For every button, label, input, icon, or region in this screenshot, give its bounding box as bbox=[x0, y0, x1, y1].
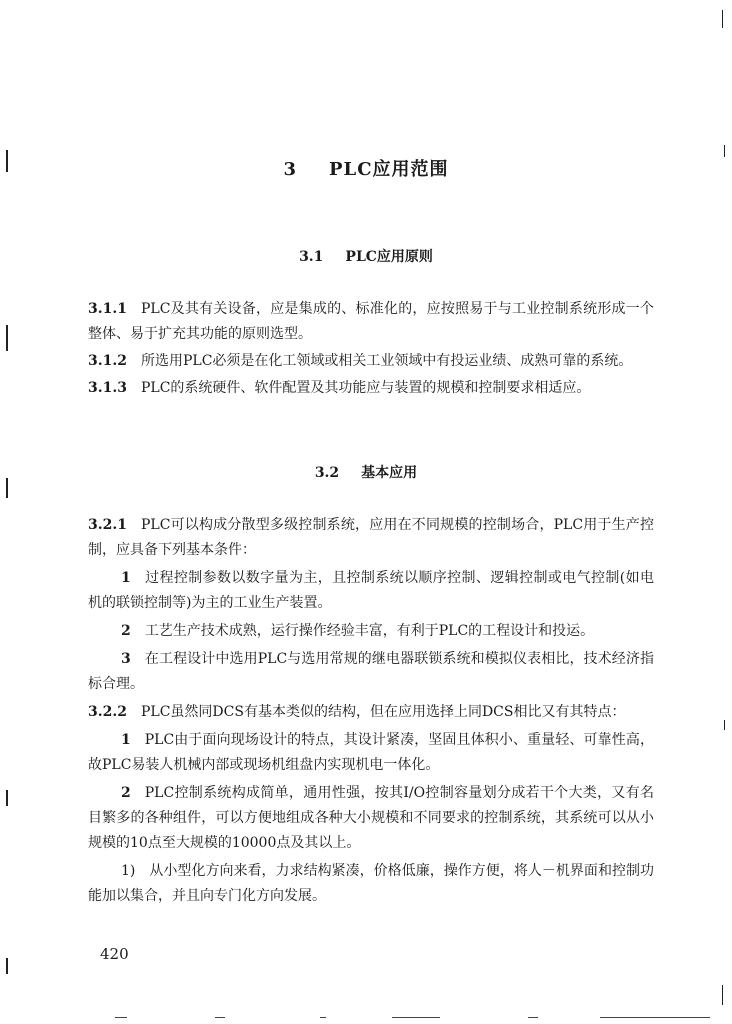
list-item bbox=[88, 619, 654, 644]
sub-item-number: 1) bbox=[121, 863, 136, 879]
clause-number: 3.1.3 bbox=[88, 380, 127, 396]
margin-mark bbox=[724, 720, 725, 730]
section-title-text: 基本应用 bbox=[361, 465, 418, 481]
item-number: 3 bbox=[121, 651, 131, 667]
clause-text: PLC虽然同DCS有基本类似的结构，但在应用选择上同DCS相比又有其特点： bbox=[140, 704, 626, 720]
sub-item-text: 从小型化方向来看，力求结构紧凑，价格低廉，操作方便，将人－机界面和控制功能加以集合，并且向专门化方向发展。 bbox=[88, 863, 654, 904]
bottom-mark bbox=[215, 1017, 225, 1018]
list-item bbox=[88, 781, 654, 856]
clause-text: 所选用PLC必须是在化工领域或相关工业领域中有投运业绩、成熟可靠的系统。 bbox=[140, 353, 633, 369]
chapter-number: 3 bbox=[283, 159, 297, 180]
clause-number: 3.2.1 bbox=[88, 517, 127, 533]
item-text: 过程控制参数以数字量为主，且控制系统以顺序控制、逻辑控制或电气控制(如电机的联锁控制等)为主的工业生产装置。 bbox=[88, 570, 654, 611]
clause-text: PLC的系统硬件、软件配置及其功能应与装置的规模和控制要求相适应。 bbox=[140, 380, 591, 396]
section-3-2-body bbox=[88, 513, 654, 909]
list-item bbox=[88, 647, 654, 697]
section-number: 3.1 bbox=[299, 249, 324, 265]
item-number: 1 bbox=[121, 732, 131, 748]
section-title-text: PLC应用原则 bbox=[345, 249, 433, 265]
clause-text: PLC及其有关设备，应是集成的、标准化的，应按照易于与工业控制系统形成一个整体、易于扩充其功能的原则选型。 bbox=[88, 301, 654, 342]
item-number: 2 bbox=[121, 623, 131, 639]
margin-mark bbox=[722, 985, 723, 1005]
margin-mark bbox=[6, 325, 8, 351]
bottom-mark bbox=[392, 1017, 440, 1018]
item-text: 工艺生产技术成熟，运行操作经验丰富，有利于PLC的工程设计和投运。 bbox=[144, 623, 595, 639]
list-item bbox=[88, 566, 654, 616]
clause-text: PLC可以构成分散型多级控制系统，应用在不同规模的控制场合，PLC用于生产控制，应具备下列基本条件： bbox=[88, 517, 654, 558]
margin-mark bbox=[6, 958, 8, 974]
chapter-title bbox=[0, 155, 732, 181]
bottom-mark bbox=[320, 1017, 326, 1018]
list-item bbox=[88, 728, 654, 778]
margin-mark bbox=[6, 790, 8, 806]
page-number: 420 bbox=[100, 945, 129, 963]
margin-mark bbox=[722, 10, 723, 28]
bottom-mark bbox=[115, 1017, 127, 1018]
sub-list-item bbox=[88, 859, 654, 909]
section-number: 3.2 bbox=[314, 465, 340, 481]
section-title-3-1 bbox=[0, 246, 732, 266]
clause-3-1-3 bbox=[88, 376, 654, 401]
clause-number: 3.1.1 bbox=[88, 301, 127, 317]
section-title-3-2 bbox=[0, 462, 732, 482]
clause-3-1-2 bbox=[88, 349, 654, 374]
clause-3-2-2 bbox=[88, 700, 654, 725]
item-text: PLC控制系统构成简单，通用性强，按其I/O控制容量划分成若干个大类，又有名目繁多的各种组件，可以方便地组成各种大小规模和不同要求的控制系统，其系统可以从小规模的10点至大规模的10000点及其以上。 bbox=[88, 785, 654, 851]
item-text: 在工程设计中选用PLC与选用常规的继电器联锁系统和模拟仪表相比，技术经济指标合理。 bbox=[88, 651, 654, 692]
item-number: 2 bbox=[121, 785, 131, 801]
item-text: PLC由于面向现场设计的特点，其设计紧凑，坚固且体积小、重量轻、可靠性高，故PLC易装人机械内部或现场机组盘内实现机电一体化。 bbox=[88, 732, 654, 773]
chapter-title-text: PLC应用范围 bbox=[329, 159, 449, 180]
bottom-mark bbox=[600, 1017, 710, 1018]
bottom-mark bbox=[528, 1017, 538, 1018]
clause-number: 3.2.2 bbox=[88, 704, 127, 720]
section-3-1-body bbox=[88, 297, 654, 401]
clause-3-2-1 bbox=[88, 513, 654, 563]
clause-3-1-1 bbox=[88, 297, 654, 347]
clause-number: 3.1.2 bbox=[88, 353, 127, 369]
item-number: 1 bbox=[121, 570, 131, 586]
